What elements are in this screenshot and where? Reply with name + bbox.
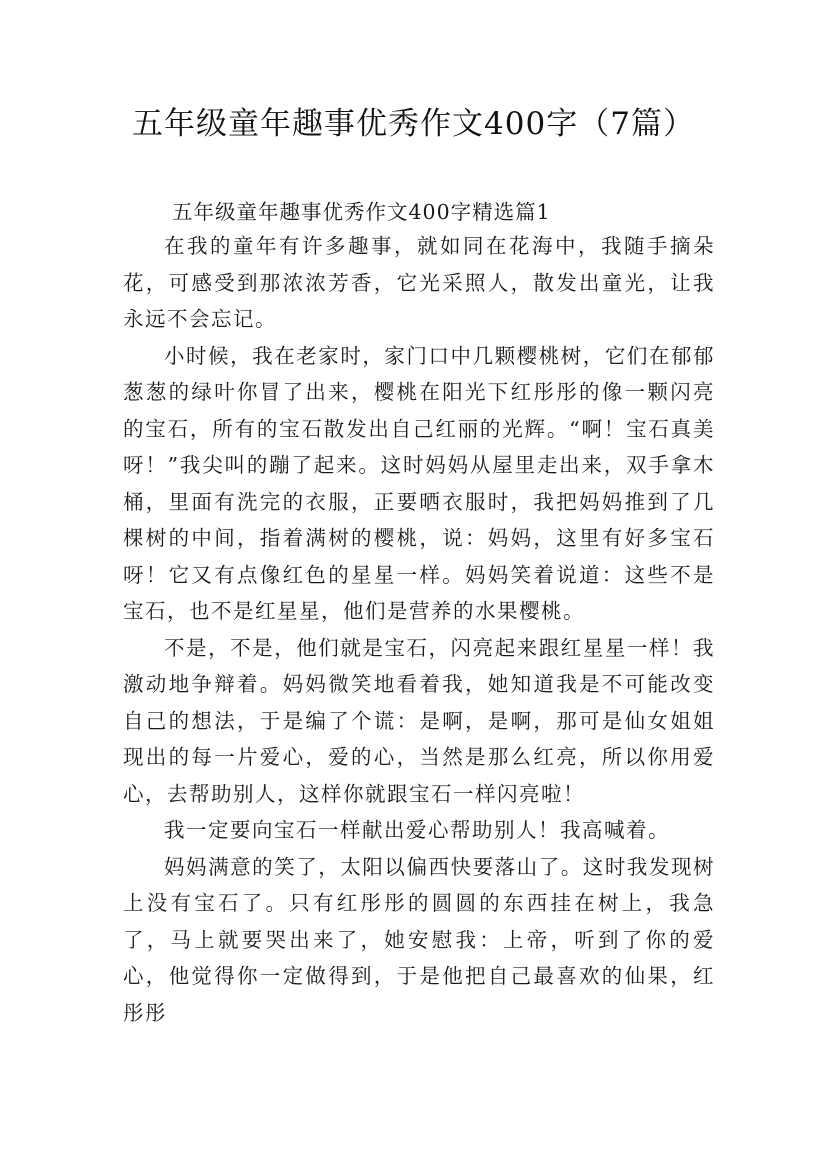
paragraph-3: 不是，不是，他们就是宝石，闪亮起来跟红星星一样！我激动地争辩着。妈妈微笑地看着我，她知道我是不可能改变自己的想法，于是编了个谎：是啊，是啊，那可是仙女姐姐现出的每一片爱心，爱的心，当然是那么红亮，所以你用爱心，去帮助别人，这样你就跟宝石一样闪亮啦！ <box>123 635 715 806</box>
paragraph-5: 妈妈满意的笑了，太阳以偏西快要落山了。这时我发现树上没有宝石了。只有红彤彤的圆圆的东西挂在树上，我急了，马上就要哭出来了，她安慰我：上帝，听到了你的爱心，他觉得你一定做得到，于是他把自己最喜欢的仙果，红彤彤 <box>123 854 715 1025</box>
document-title: 五年级童年趣事优秀作文400字（7篇） <box>132 106 695 142</box>
paragraph-2: 小时候，我在老家时，家门口中几颗樱桃树，它们在郁郁葱葱的绿叶你冒了出来，樱桃在阳光下红彤彤的像一颗闪亮的宝石，所有的宝石散发出自己红丽的光辉。“啊！宝石真美呀！”我尖叫的蹦了起来。这时妈妈从屋里走出来，双手拿木桶，里面有洗完的衣服，正要晒衣服时，我把妈妈推到了几棵树的中间，指着满树的樱桃，说：妈妈，这里有好多宝石呀！它又有点像红色的星星一样。妈妈笑着说道：这些不是宝石，也不是红星星，他们是营养的水果樱桃。 <box>123 343 715 623</box>
paragraph-1: 在我的童年有许多趣事，就如同在花海中，我随手摘朵花，可感受到那浓浓芳香，它光采照人，散发出童光，让我永远不会忘记。 <box>123 234 715 331</box>
article-body <box>123 228 715 1031</box>
paragraph-4: 我一定要向宝石一样献出爱心帮助别人！我高喊着。 <box>164 818 670 842</box>
section-heading: 五年级童年趣事优秀作文400字精选篇1 <box>172 200 551 224</box>
